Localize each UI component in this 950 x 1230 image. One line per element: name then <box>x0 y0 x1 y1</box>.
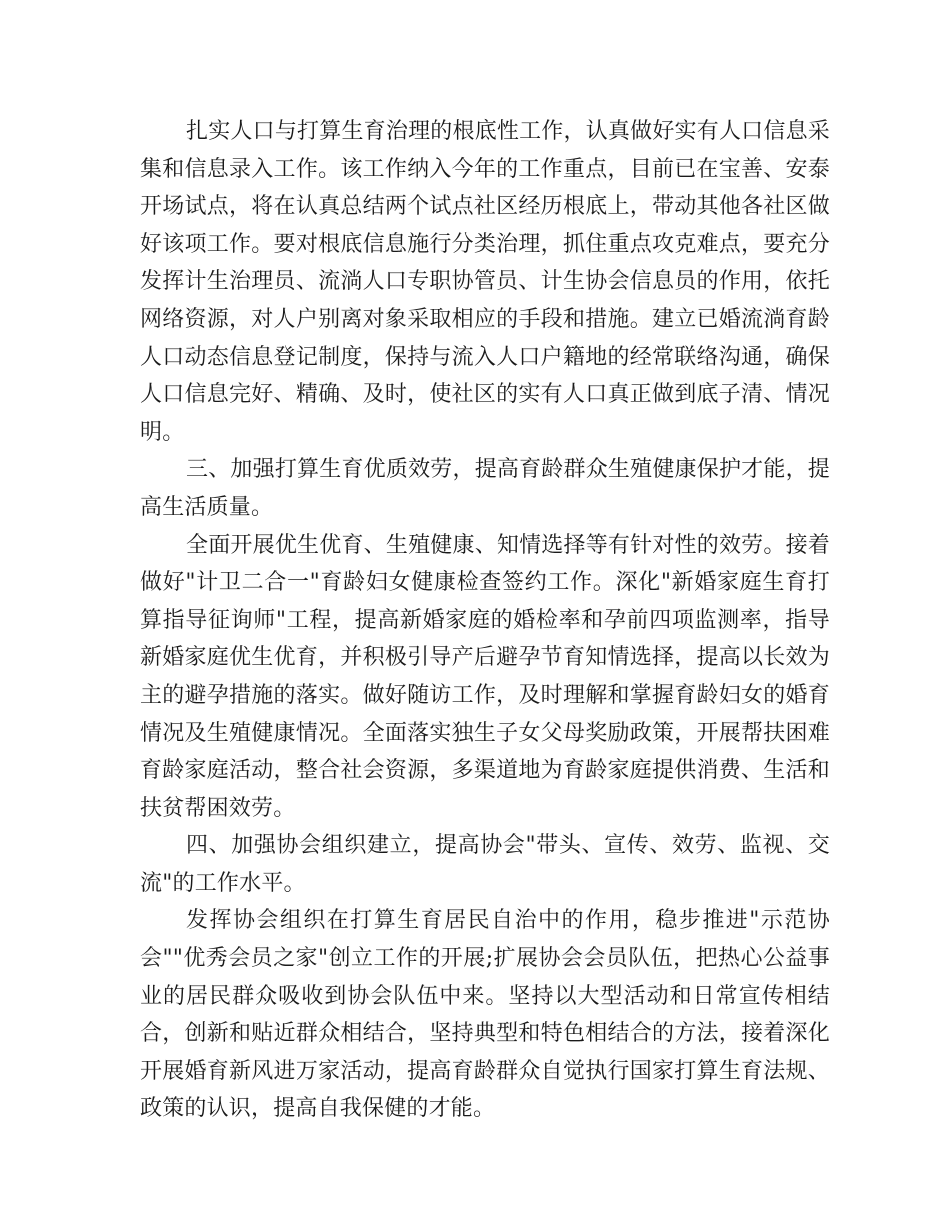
paragraph-population-info: 扎实人口与打算生育治理的根底性工作，认真做好实有人口信息采集和信息录入工作。该工作纳入今年的工作重点，目前已在宝善、安泰开场试点，将在认真总结两个试点社区经历根底上，带动其他各社区做好该项工作。要对根底信息施行分类治理，抓住重点攻克难点，要充分发挥计生治理员、流淌人口专职协管员、计生协会信息员的作用，依托网络资源，对人户别离对象采取相应的手段和措施。建立已婚流淌育龄人口动态信息登记制度，保持与流入人口户籍地的经常联络沟通，确保人口信息完好、精确、及时，使社区的实有人口真正做到底子清、情况明。 <box>140 119 830 445</box>
section-heading-4: 四、加强协会组织建立，提高协会"带头、宣传、效劳、监视、交流"的工作水平。 <box>140 833 830 896</box>
paragraph-quality-service: 全面开展优生优育、生殖健康、知情选择等有针对性的效劳。接着做好"计卫二合一"育龄妇女健康检查签约工作。深化"新婚家庭生育打算指导征询师"工程，提高新婚家庭的婚检率和孕前四项监测率，指导新婚家庭优生优育，并积极引导产后避孕节育知情选择，提高以长效为主的避孕措施的落实。做好随访工作，及时理解和掌握育龄妇女的婚育情况及生殖健康情况。全面落实独生子女父母奖励政策，开展帮扶困难育龄家庭活动，整合社会资源，多渠道地为育龄家庭提供消费、生活和扶贫帮困效劳。 <box>140 532 830 821</box>
paragraph-association: 发挥协会组织在打算生育居民自治中的作用，稳步推进"示范协会""优秀会员之家"创立工作的开展;扩展协会会员队伍，把热心公益事业的居民群众吸收到协会队伍中来。坚持以大型活动和日常宣传相结合，创新和贴近群众相结合，坚持典型和特色相结合的方法，接着深化开展婚育新风进万家活动，提高育龄群众自觉执行国家打算生育法规、政策的认识，提高自我保健的才能。 <box>140 908 830 1122</box>
section-heading-3: 三、加强打算生育优质效劳，提高育龄群众生殖健康保护才能，提高生活质量。 <box>140 457 830 520</box>
document-page <box>140 113 830 1128</box>
